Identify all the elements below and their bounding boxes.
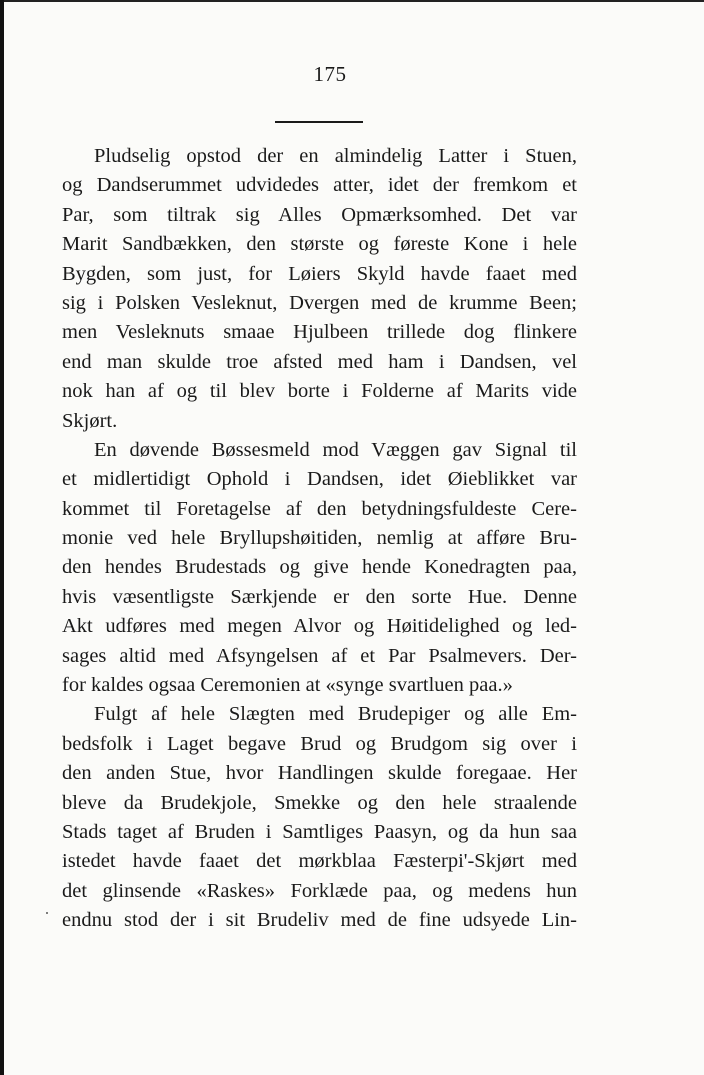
text-line: En døvende Bøssesmeld mod Væggen gav Signal til (94, 438, 577, 461)
scan-speck (46, 912, 48, 914)
text-line: den anden Stue, hvor Handlingen skulde foregaae. Her (62, 762, 577, 785)
text-line: kommet til Foretagelse af den betydningsfuldeste Cere- (62, 497, 577, 520)
text-line: monie ved hele Bryllupshøitiden, nemlig at afføre Bru- (62, 527, 577, 550)
text-line: bedsfolk i Laget begave Brud og Brudgom sig over i (62, 732, 577, 755)
text-line: istedet havde faaet det mørkblaa Fæsterpi'-Skjørt med (62, 850, 577, 873)
text-line: endnu stod der i sit Brudeliv med de fine udsyede Lin- (62, 909, 577, 932)
text-line: Akt udføres med megen Alvor og Høitidelighed og led- (62, 615, 577, 638)
text-line: den hendes Brudestads og give hende Konedragten paa, (62, 556, 577, 579)
paragraph-1 (62, 142, 577, 436)
text-line: bleve da Brudekjole, Smekke og den hele straalende (62, 791, 577, 814)
text-line: nok han af og til blev borte i Folderne af Marits vide (62, 380, 577, 403)
text-line: end man skulde troe afsted med ham i Dandsen, vel (62, 350, 577, 373)
text-line: et midlertidigt Ophold i Dandsen, idet Øieblikket var (62, 468, 577, 491)
body-text (62, 142, 577, 936)
text-line: men Vesleknuts smaae Hjulbeen trillede dog flinkere (62, 321, 577, 344)
text-line: Fulgt af hele Slægten med Brudepiger og alle Em- (94, 703, 577, 726)
text-line: hvis væsentligste Særkjende er den sorte Hue. Denne (62, 585, 577, 608)
page-top-edge (0, 0, 704, 2)
page-left-edge (0, 0, 4, 1075)
text-line: Par, som tiltrak sig Alles Opmærksomhed. Det var (62, 203, 577, 226)
text-line: Skjørt. (62, 409, 118, 432)
text-line: det glinsende «Raskes» Forklæde paa, og medens hun (62, 879, 577, 902)
text-line: sages altid med Afsyngelsen af et Par Psalmevers. Der- (62, 644, 577, 667)
page-number: 175 (313, 62, 347, 86)
text-line: Pludselig opstod der en almindelig Latter i Stuen, (94, 145, 577, 167)
text-line: Stads taget af Bruden i Samtliges Paasyn, og da hun saa (62, 820, 577, 843)
paragraph-3 (62, 700, 577, 935)
header-rule (275, 121, 363, 123)
text-line: og Dandserummet udvidedes atter, idet der fremkom et (62, 174, 577, 197)
text-line: sig i Polsken Vesleknut, Dvergen med de krumme Been; (62, 291, 577, 314)
text-line: Marit Sandbækken, den største og føreste Kone i hele (62, 233, 577, 256)
paragraph-2 (62, 436, 577, 701)
text-line: for kaldes ogsaa Ceremonien at «synge svartluen paa.» (62, 674, 513, 697)
text-line: Bygden, som just, for Løiers Skyld havde faaet med (62, 262, 577, 285)
